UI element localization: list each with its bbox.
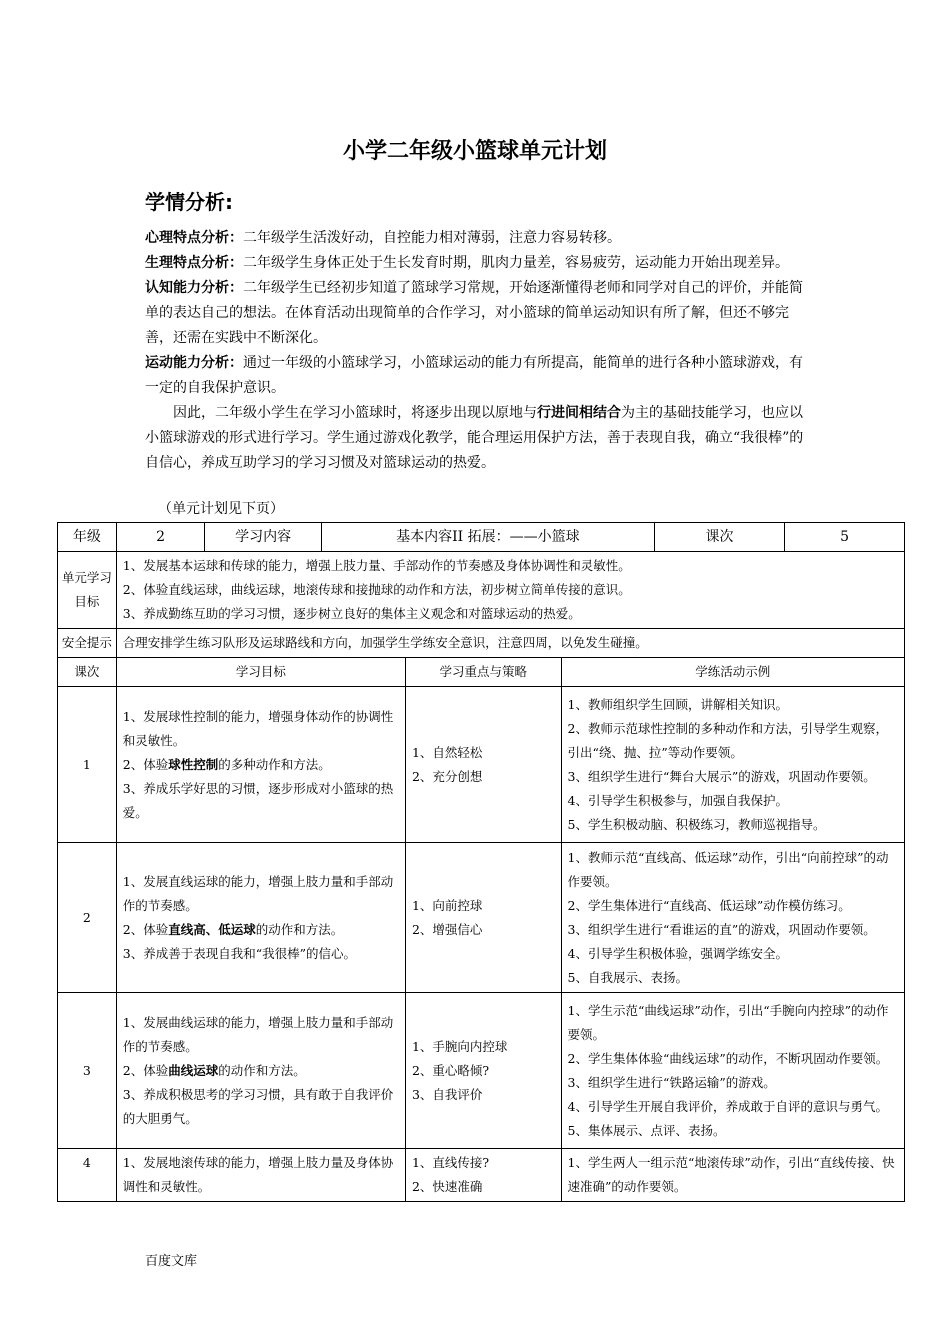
goal-bold: 球性控制: [168, 756, 219, 772]
activity-item: 3、组织学生进行“看谁运的直”的游戏，巩固动作要领。: [567, 921, 876, 937]
col-header-focus: 学习重点与策略: [405, 658, 561, 687]
grade-label: 年级: [58, 523, 117, 552]
lesson-number: 1: [58, 687, 117, 843]
conclusion-post: 为主的基础技能学习，也应以小篮球游戏的形式进行学习。学生通过游戏化教学，能合理运用保护方法，善于表现自我，确立“我很棒”的自信心，养成互助学习的学习习惯及对篮球运动的热爱。: [145, 405, 804, 471]
goal-text: 2、体验: [122, 1062, 169, 1078]
lesson-activities: [561, 687, 904, 843]
analysis-text: 二年级学生已经初步知道了篮球学习常规，开始逐渐懂得老师和同学对自己的评价，并能简单的表达自己的想法。在体育活动出现简单的合作学习，对小篮球的简单运动知识有所了解，但还不够完善，还需在实践中不断深化。: [145, 280, 803, 346]
safety-row: [58, 629, 905, 658]
analysis-cognition: [145, 276, 809, 351]
lesson-row: [58, 993, 905, 1149]
activity-item: 1、学生两人一组示范“地滚传球”动作，引出“直线传接、快速准确”的动作要领。: [567, 1155, 895, 1194]
lesson-activities: [561, 993, 904, 1149]
grade-value: 2: [116, 523, 205, 552]
goals-label: 单元学习目标: [58, 552, 117, 629]
goal-text: 的动作和方法。: [218, 1062, 306, 1078]
plan-note: （单元计划见下页）: [158, 501, 284, 517]
lesson-goals: [116, 843, 405, 993]
analysis-physiology: [145, 251, 809, 276]
focus-item: 1、手腕向内控球: [411, 1038, 508, 1054]
lesson-goal: [123, 1059, 399, 1083]
analysis-text: 二年级学生活泼好动，自控能力相对薄弱，注意力容易转移。: [243, 230, 621, 246]
lesson-number: 2: [58, 843, 117, 993]
lesson-goal: 3、养成乐学好思的习惯，逐步形成对小篮球的热爱。: [122, 780, 394, 820]
goal-text: 2、体验: [122, 756, 169, 772]
section-heading: 学情分析:: [145, 190, 233, 214]
lesson-goal: 3、养成善于表现自我和“我很棒”的信心。: [122, 945, 357, 961]
lesson-goal: 3、养成积极思考的学习习惯，具有敢于自我评价的大胆勇气。: [122, 1086, 394, 1126]
lesson-number: 3: [58, 993, 117, 1149]
lesson-goals: [116, 993, 405, 1149]
lesson-row: [58, 1149, 905, 1202]
focus-item: 2、重心略倾?: [411, 1062, 490, 1078]
lesson-activities: [561, 843, 904, 993]
column-header-row: [58, 658, 905, 687]
lesson-goal: 1、发展球性控制的能力，增强身体动作的协调性和灵敏性。: [122, 708, 394, 748]
activity-item: 2、教师示范球性控制的多种动作和方法，引导学生观察，引出“绕、抛、拉”等动作要领。: [567, 720, 888, 760]
unit-plan-table: [57, 522, 905, 1202]
lessons-value: 5: [785, 523, 905, 552]
goal-bold: 曲线运球: [168, 1062, 219, 1078]
lesson-goal: 1、发展地滚传球的能力，增强上肢力量及身体协调性和灵敏性。: [122, 1155, 394, 1194]
activity-item: 1、教师组织学生回顾，讲解相关知识。: [567, 696, 788, 712]
focus-item: 1、自然轻松: [411, 744, 483, 760]
lesson-focus: [405, 993, 561, 1149]
analysis-section: [145, 226, 809, 476]
content-value: 基本内容II 拓展：——小篮球: [321, 523, 654, 552]
lesson-focus: [405, 1149, 561, 1202]
lesson-goal: 1、发展曲线运球的能力，增强上肢力量和手部动作的节奏感。: [122, 1014, 394, 1054]
goal-text: 2、体验: [122, 921, 169, 937]
activity-item: 5、学生积极动脑、积极练习，教师巡视指导。: [567, 816, 826, 832]
goals-row: [58, 552, 905, 629]
analysis-label: 心理特点分析：: [145, 230, 243, 246]
analysis-text: 二年级学生身体正处于生长发育时期，肌肉力量差，容易疲劳，运动能力开始出现差异。: [243, 255, 789, 271]
activity-item: 2、学生集体进行“直线高、低运球”动作模仿练习。: [567, 897, 851, 913]
header-row: [58, 523, 905, 552]
analysis-label: 认知能力分析：: [145, 280, 243, 296]
analysis-label: 生理特点分析：: [145, 255, 243, 271]
activity-item: 3、组织学生进行“铁路运输”的游戏。: [567, 1074, 776, 1090]
conclusion-bold: 行进间相结合: [537, 405, 621, 421]
activity-item: 4、引导学生积极体验，强调学练安全。: [567, 945, 788, 961]
focus-item: 1、直线传接?: [411, 1155, 490, 1170]
goal-text: 的多种动作和方法。: [218, 756, 331, 772]
analysis-label: 运动能力分析：: [145, 355, 243, 371]
col-header-lesson: 课次: [58, 658, 117, 687]
col-header-activity: 学练活动示例: [561, 658, 904, 687]
activity-item: 4、引导学生积极参与，加强自我保护。: [567, 792, 788, 808]
goal-item: 2、体验直线运球，曲线运球，地滚传球和接抛球的动作和方法，初步树立简单传接的意识。: [122, 582, 631, 597]
safety-label: 安全提示: [58, 629, 117, 658]
focus-item: 2、快速准确: [411, 1179, 483, 1194]
activity-item: 2、学生集体体验“曲线运球”的动作，不断巩固动作要领。: [567, 1050, 889, 1066]
lesson-goals: [116, 1149, 405, 1202]
goal-item: 3、养成勤练互助的学习习惯，逐步树立良好的集体主义观念和对篮球运动的热爱。: [122, 606, 581, 621]
activity-item: 5、集体展示、点评、表扬。: [567, 1122, 726, 1138]
content-label: 学习内容: [205, 523, 321, 552]
activity-item: 1、教师示范“直线高、低运球”动作，引出“向前控球”的动作要领。: [567, 849, 889, 889]
lesson-focus: [405, 843, 561, 993]
goal-item: 1、发展基本运球和传球的能力，增强上肢力量、手部动作的节奏感及身体协调性和灵敏性。: [122, 558, 631, 573]
page-title: 小学二年级小篮球单元计划: [342, 139, 607, 164]
analysis-psychology: [145, 226, 809, 251]
focus-item: 2、充分创想: [411, 768, 483, 784]
analysis-conclusion: [145, 401, 809, 476]
lesson-goal: 1、发展直线运球的能力，增强上肢力量和手部动作的节奏感。: [122, 873, 394, 913]
focus-item: 1、向前控球: [411, 897, 483, 913]
lesson-activities: [561, 1149, 904, 1202]
lesson-number: 4: [58, 1149, 117, 1202]
analysis-text: 通过一年级的小篮球学习，小篮球运动的能力有所提高，能简单的进行各种小篮球游戏，有一定的自我保护意识。: [145, 355, 803, 396]
lesson-goals: [116, 687, 405, 843]
lessons-label: 课次: [654, 523, 784, 552]
focus-item: 2、增强信心: [411, 921, 483, 937]
lesson-row: [58, 687, 905, 843]
lesson-goal: [123, 918, 399, 942]
activity-item: 5、自我展示、表扬。: [567, 969, 688, 985]
footer-text: 百度文库: [145, 1254, 198, 1269]
lesson-focus: [405, 687, 561, 843]
activity-item: 1、学生示范“曲线运球”动作，引出“手腕向内控球”的动作要领。: [567, 1002, 889, 1042]
safety-text: 合理安排学生练习队形及运球路线和方向，加强学生学练安全意识，注意四周，以免发生碰撞。: [116, 629, 904, 658]
activity-item: 3、组织学生进行“舞台大展示”的游戏，巩固动作要领。: [567, 768, 876, 784]
goals-list: [116, 552, 904, 629]
activity-item: 4、引导学生开展自我评价，养成敢于自评的意识与勇气。: [567, 1098, 888, 1114]
lesson-row: [58, 843, 905, 993]
lesson-goal: [123, 753, 399, 777]
goal-bold: 直线高、低运球: [168, 921, 256, 937]
focus-item: 3、自我评价: [411, 1086, 483, 1102]
goal-text: 的动作和方法。: [255, 921, 344, 937]
conclusion-pre: 因此，二年级小学生在学习小篮球时，将逐步出现以原地与: [173, 405, 537, 421]
col-header-goal: 学习目标: [116, 658, 405, 687]
analysis-motor: [145, 351, 809, 401]
